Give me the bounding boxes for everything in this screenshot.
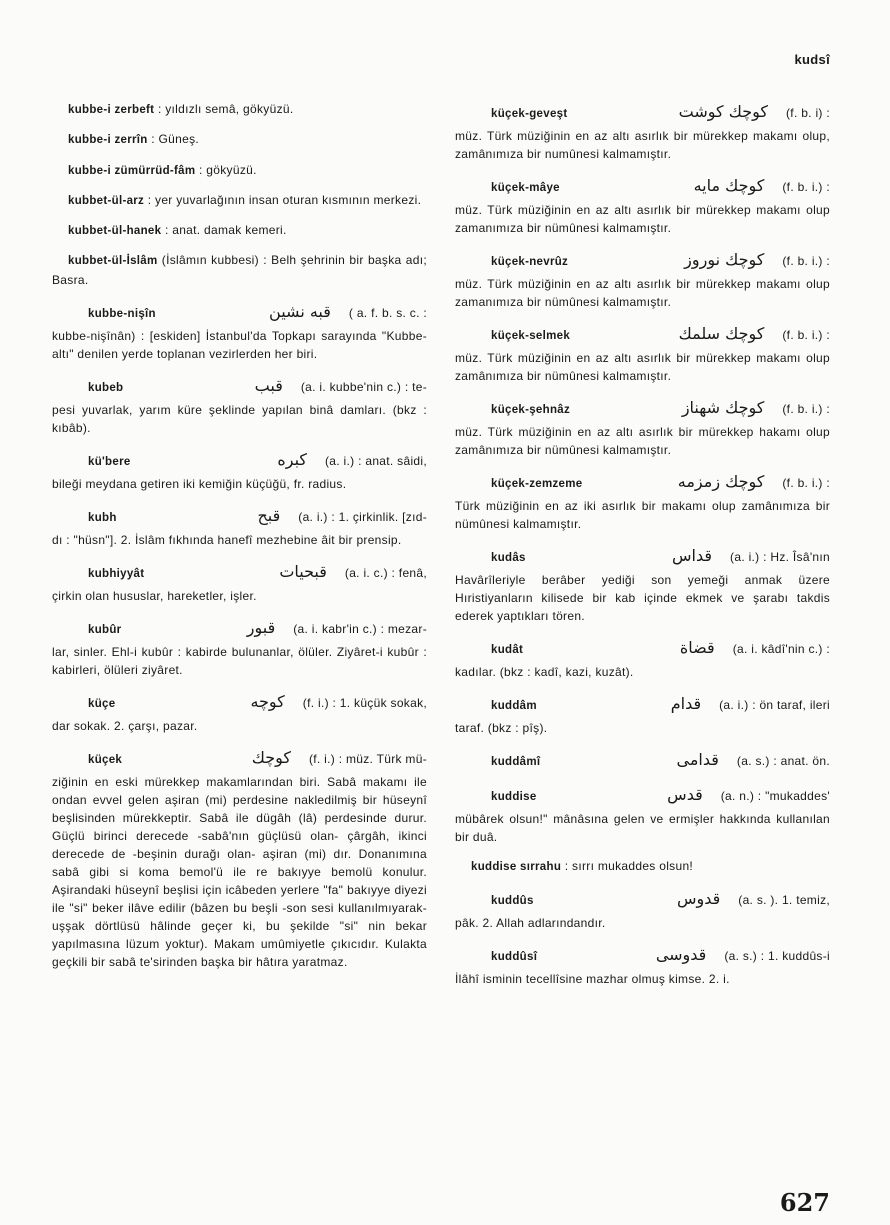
definition-text: : gökyüzü. bbox=[199, 162, 257, 177]
arabic-script: قبحيات bbox=[279, 561, 327, 581]
definition-text: : yıldızlı semâ, gökyüzü. bbox=[157, 102, 294, 116]
definition-text: : Güneş. bbox=[151, 132, 200, 147]
grammar-note: (a. n.) : "mukaddes' bbox=[720, 789, 830, 803]
headword: kubeb bbox=[88, 381, 124, 394]
grammar-note: (a. i. kabr'in c.) : mezar- bbox=[293, 621, 427, 636]
arabic-script: كوچك شهناز bbox=[681, 398, 765, 417]
headword: küçek-şehnâz bbox=[491, 404, 571, 416]
headword: kubbe-i zümürrüd-fâm bbox=[68, 164, 196, 177]
dictionary-entry bbox=[455, 248, 830, 311]
arabic-script: قدوسى bbox=[655, 945, 707, 965]
dictionary-entry bbox=[455, 100, 830, 163]
arabic-script: قدوس bbox=[676, 889, 721, 909]
definition-text: kadılar. (bkz : kadî, kazi, kuzât). bbox=[455, 665, 634, 679]
headword: kubûr bbox=[88, 623, 122, 636]
definition-text: Havârîleriyle berâber yediği son yemeği anmak üzere Hıristiyanların kilisede bir kab içinde ekmek ve şarabı takdis ederek yaptıkları tören. bbox=[455, 573, 830, 623]
dictionary-entry bbox=[52, 448, 427, 493]
dictionary-entry bbox=[455, 783, 830, 846]
arabic-script: قضاة bbox=[679, 638, 715, 657]
dictionary-entry bbox=[52, 300, 427, 363]
grammar-note: (a. s.) : 1. kuddûs-i bbox=[724, 949, 830, 964]
dictionary-entry bbox=[52, 221, 427, 240]
headword: kuddise sırrahu bbox=[471, 861, 562, 873]
grammar-note: (a. i. kâdî'nin c.) : bbox=[732, 642, 830, 656]
dictionary-entry bbox=[52, 191, 427, 210]
grammar-note: (a. i.) : 1. çirkinlik. [zıd- bbox=[298, 509, 427, 524]
grammar-note: (f. b. i.) : bbox=[782, 254, 830, 268]
definition-text: lar, sinler. Ehl-i kubûr : kabirde bulunanlar, ölüler. Ziyâret-i kubûr : kabirleri, ölüleri ziyâret. bbox=[52, 644, 427, 677]
dictionary-entry bbox=[52, 616, 427, 679]
definition-text: müz. Türk müziğinin en az altı asırlık bir mürekkep makamı olup zamânımıza bir nümûnesi kalmamıştır. bbox=[455, 351, 830, 383]
definition-text: pâk. 2. Allah adlarındandır. bbox=[455, 916, 606, 931]
arabic-script: قدام bbox=[670, 694, 702, 713]
left-column bbox=[52, 100, 427, 982]
grammar-note: (f. i.) : müz. Türk mü- bbox=[308, 751, 427, 766]
right-column bbox=[455, 100, 830, 999]
grammar-note: ( a. f. b. s. c. : bbox=[348, 305, 427, 320]
headword: küçek-geveşt bbox=[491, 108, 568, 120]
arabic-script: قبح bbox=[257, 505, 281, 525]
dictionary-entry bbox=[455, 887, 830, 932]
dictionary-entry bbox=[52, 560, 427, 605]
headword: kuddâm bbox=[491, 700, 537, 712]
grammar-note: (a. s. ). 1. temiz, bbox=[738, 893, 830, 908]
headword: kubh bbox=[88, 511, 117, 524]
grammar-note: (f. b. i.) : bbox=[782, 402, 830, 416]
dictionary-entry bbox=[455, 322, 830, 385]
arabic-script: كوچك زمزمه bbox=[677, 472, 765, 491]
arabic-script: قداس bbox=[672, 546, 713, 565]
dictionary-entry bbox=[52, 504, 427, 549]
headword: kubbet-ül-İslâm bbox=[68, 255, 158, 268]
definition-text: (İslâmın kubbesi) : Belh şehrinin bir başka adı; Basra. bbox=[52, 253, 427, 287]
definition-text: taraf. (bkz : pîş). bbox=[455, 721, 548, 735]
running-head: kudsî bbox=[794, 52, 830, 67]
definition-text: çirkin olan hususlar, hareketler, işler. bbox=[52, 588, 257, 603]
grammar-note: (a. i.) : ön taraf, ileri bbox=[719, 698, 830, 712]
headword: küçek-zemzeme bbox=[491, 478, 583, 490]
arabic-script: كبره bbox=[277, 449, 308, 469]
dictionary-entry bbox=[52, 690, 427, 735]
headword: küçek bbox=[88, 753, 123, 766]
dictionary-entry bbox=[455, 692, 830, 737]
definition-text: müz. Türk müziğinin en az altı asırlık bir mürekkep makamı olup zamanımıza bir nümûnesi kalmamıştır. bbox=[455, 277, 830, 309]
headword: kü'bere bbox=[88, 455, 131, 468]
dictionary-entry bbox=[455, 470, 830, 533]
grammar-note: (f. b. i.) : bbox=[782, 328, 830, 342]
headword: kuddûs bbox=[491, 895, 534, 908]
headword: kubbe-nişîn bbox=[88, 307, 156, 320]
headword: kuddise bbox=[491, 791, 537, 803]
dictionary-entry bbox=[52, 161, 427, 180]
headword: kuddûsî bbox=[491, 951, 538, 964]
definition-text: pesi yuvarlak, yarım küre şeklinde yapılan binâ damları. (bkz : kıbâb). bbox=[52, 402, 427, 435]
headword: kudât bbox=[491, 644, 524, 656]
dictionary-entry bbox=[455, 943, 830, 988]
arabic-script: كوچك مايه bbox=[693, 176, 765, 195]
grammar-note: (f. b. i.) : bbox=[782, 180, 830, 194]
definition-text: müz. Türk müziğinin en az altı asırlık bir mürekkep hakamı olup zamânımıza bir nümûnesi kalmamıştır. bbox=[455, 425, 830, 457]
headword: küçek-mâye bbox=[491, 182, 560, 194]
definition-text: dar sokak. 2. çarşı, pazar. bbox=[52, 718, 198, 733]
dictionary-entry bbox=[455, 857, 830, 876]
grammar-note: (f. b. i) : bbox=[786, 106, 830, 120]
definition-text: Türk müziğinin en az iki asırlık bir makamı olup zamânımıza bir nümûnesi kalmamıştır. bbox=[455, 499, 830, 531]
grammar-note: (a. i. kubbe'nin c.) : te- bbox=[300, 379, 427, 394]
arabic-script: قبب bbox=[254, 375, 283, 395]
arabic-script: قدامى bbox=[676, 750, 719, 769]
grammar-note: (f. b. i.) : bbox=[782, 476, 830, 490]
definition-text: : yer yuvarlağının insan oturan kısmının merkezi. bbox=[147, 192, 422, 207]
dictionary-entry bbox=[455, 174, 830, 237]
arabic-script: قبه نشين bbox=[269, 301, 331, 321]
headword: küçek-selmek bbox=[491, 330, 571, 342]
dictionary-entry bbox=[52, 746, 427, 971]
definition-text: : sırrı mukaddes olsun! bbox=[564, 859, 694, 873]
arabic-script: كوچه bbox=[250, 691, 285, 711]
headword: kubbet-ül-hanek bbox=[68, 225, 162, 237]
definition-text: mübârek olsun!" mânâsına gelen ve ermişler hakkında kullanılan bir duâ. bbox=[455, 812, 830, 844]
definition-text: müz. Türk müziğinin en az altı asırlık bir mürekkep makamı olup, zamânımıza bir numûnesi kalmamıştır. bbox=[455, 129, 830, 161]
dictionary-entry bbox=[455, 396, 830, 459]
arabic-script: كوچك سلمك bbox=[678, 324, 765, 343]
grammar-note: (f. i.) : 1. küçük sokak, bbox=[302, 695, 427, 710]
dictionary-entry bbox=[455, 636, 830, 681]
grammar-note: (a. i. c.) : fenâ, bbox=[344, 565, 427, 580]
headword: kuddâmî bbox=[491, 756, 541, 768]
headword: kubbet-ül-arz bbox=[68, 194, 145, 207]
definition-text: bileği meydana getiren iki kemiğin küçüğü, fr. radius. bbox=[52, 476, 347, 491]
headword: küçek-nevrûz bbox=[491, 256, 569, 268]
headword: kubbe-i zerbeft bbox=[68, 104, 155, 116]
dictionary-entry bbox=[52, 100, 427, 119]
headword: küçe bbox=[88, 697, 116, 710]
dictionary-entry bbox=[52, 374, 427, 437]
arabic-script: قدس bbox=[667, 785, 703, 804]
arabic-script: قبور bbox=[246, 617, 276, 637]
page-number: 627 bbox=[779, 1188, 830, 1217]
definition-text: dı : "hüsn"]. 2. İslâm fıkhında hanefî mezhebine âit bir prensip. bbox=[52, 532, 402, 547]
arabic-script: كوچك bbox=[251, 747, 291, 767]
headword: kubbe-i zerrîn bbox=[68, 134, 148, 147]
dictionary-entry bbox=[52, 251, 427, 288]
dictionary-entry bbox=[52, 130, 427, 149]
grammar-note: (a. i.) : Hz. Îsâ'nın bbox=[730, 550, 830, 564]
definition-text: müz. Türk müziğinin en az altı asırlık bir mürekkep makamı olup zamanımıza bir nümûnesi kalmamıştır. bbox=[455, 203, 830, 235]
definition-text: ziğinin en eski mürekkep makamlarından biri. Sabâ makamı ile ondan evvel gelen aşiran (mi) perdesine nakledilmiş bir hüseynî beşlisinden mürekkeptir. Sabâ ile dügâh (lâ) perdesinde durur. Güçlü birinci derecede -sabâ'nın güçlüsü olan- çârgâh, ikinci derecede de -beşinin durağı olan- aşiran (mi) dır. Donanımına sabâ gibi si koma bemol'ü ile re bakıyye bemolü konulur. Aşirandaki hüseynî beşlisi için icâbeden yerlere "fa" bakıyye diyezi ile "si" beker ilâve edilir (bâzen bu beşli -son sesi kullanılmıyarak- uşşak dörtlüsü hâlinde geçer ki, bu şekilde "si" nin bekar yapılmasına lüzum yoktur). Makam umûmiyetle çıkıcıdır. Kulakta geçkili bir sabâ te'sirinden başka bir hâtıra yaratmaz. bbox=[52, 774, 427, 969]
grammar-note: (a. s.) : anat. ön. bbox=[736, 754, 830, 768]
headword: kubhiyyât bbox=[88, 567, 145, 580]
dictionary-entry bbox=[455, 544, 830, 625]
definition-text: kubbe-nişînân) : [eskiden] İstanbul'da Topkapı sarayında "Kubbe-altı" denilen yerde toplanan vezirlerden her biri. bbox=[52, 328, 427, 361]
definition-text: İlâhî isminin tecellîsine mazhar olmuş kimse. 2. i. bbox=[455, 972, 730, 987]
headword: kudâs bbox=[491, 552, 526, 564]
arabic-script: كوچك نوروز bbox=[684, 250, 765, 269]
arabic-script: كوچك كوشت bbox=[678, 102, 769, 121]
dictionary-entry bbox=[455, 748, 830, 772]
grammar-note: (a. i.) : anat. sâidi, bbox=[325, 453, 427, 468]
definition-text: : anat. damak kemeri. bbox=[164, 223, 287, 237]
